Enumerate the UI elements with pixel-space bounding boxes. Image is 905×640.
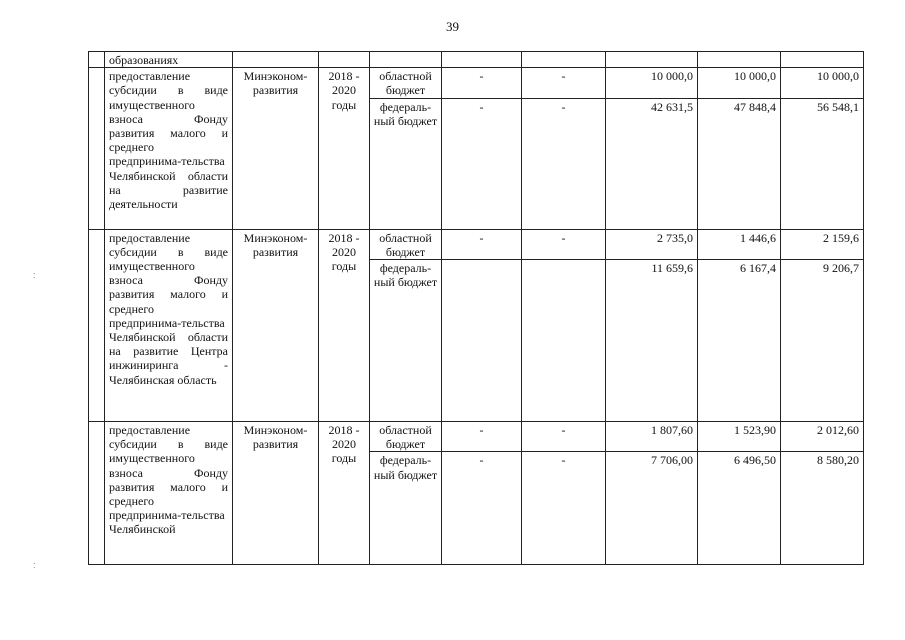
activity-description: предоставление субсидии в виде имущественного взноса Фонду развития малого и среднего предпринима-тельства Челябинской области на развитие Центра инжиниринга - Челябинская область xyxy=(105,229,233,421)
value-cell: - xyxy=(522,68,606,98)
budget-source: областной бюджет xyxy=(370,229,442,259)
value-cell: - xyxy=(442,98,522,229)
value-cell: - xyxy=(522,229,606,259)
value-cell: 8 580,20 xyxy=(781,452,864,565)
table-cell xyxy=(89,68,105,229)
value-cell xyxy=(522,260,606,422)
executor: Минэконом-развития xyxy=(233,422,319,565)
table-row xyxy=(89,422,864,452)
carry-over-text: образованиях xyxy=(105,52,233,68)
table-cell xyxy=(606,52,698,68)
budget-source: федераль-ный бюджет xyxy=(370,260,442,422)
value-cell: - xyxy=(522,422,606,452)
activity-description: предоставление субсидии в виде имущественного взноса Фонду развития малого и среднего предпринима-тельства Челябинской области на развитие деятельности xyxy=(105,68,233,229)
value-cell: 2 012,60 xyxy=(781,422,864,452)
value-cell: 47 848,4 xyxy=(698,98,781,229)
value-cell: 9 206,7 xyxy=(781,260,864,422)
value-cell: - xyxy=(442,68,522,98)
budget-source: областной бюджет xyxy=(370,68,442,98)
value-cell: - xyxy=(522,98,606,229)
value-cell: - xyxy=(522,452,606,565)
table-cell xyxy=(781,52,864,68)
table-cell xyxy=(319,52,370,68)
executor: Минэконом-развития xyxy=(233,229,319,421)
table-cell xyxy=(89,52,105,68)
value-cell: 10 000,0 xyxy=(606,68,698,98)
value-cell: 6 496,50 xyxy=(698,452,781,565)
table-row xyxy=(89,68,864,98)
value-cell: 1 446,6 xyxy=(698,229,781,259)
value-cell: 11 659,6 xyxy=(606,260,698,422)
table-cell xyxy=(89,422,105,565)
value-cell: 1 807,60 xyxy=(606,422,698,452)
value-cell: 10 000,0 xyxy=(781,68,864,98)
value-cell: 1 523,90 xyxy=(698,422,781,452)
period: 2018 - 2020 годы xyxy=(319,229,370,421)
table-cell xyxy=(442,52,522,68)
table-cell xyxy=(522,52,606,68)
table-row xyxy=(89,229,864,259)
value-cell: 56 548,1 xyxy=(781,98,864,229)
period: 2018 - 2020 годы xyxy=(319,68,370,229)
value-cell xyxy=(442,260,522,422)
value-cell: 2 735,0 xyxy=(606,229,698,259)
table-cell xyxy=(698,52,781,68)
program-activities-table xyxy=(88,51,864,565)
margin-mark: : xyxy=(33,560,36,570)
activity-description: предоставление субсидии в виде имущественного взноса Фонду развития малого и среднего предпринима-тельства Челябинской xyxy=(105,422,233,565)
value-cell: 2 159,6 xyxy=(781,229,864,259)
margin-mark: : xyxy=(33,270,36,280)
executor: Минэконом-развития xyxy=(233,68,319,229)
budget-source: областной бюджет xyxy=(370,422,442,452)
table-cell xyxy=(89,229,105,421)
value-cell: - xyxy=(442,422,522,452)
value-cell: - xyxy=(442,452,522,565)
value-cell: 10 000,0 xyxy=(698,68,781,98)
table-cell xyxy=(370,52,442,68)
budget-source: федераль-ный бюджет xyxy=(370,452,442,565)
period: 2018 - 2020 годы xyxy=(319,422,370,565)
page-number: 39 xyxy=(446,19,459,34)
value-cell: - xyxy=(442,229,522,259)
budget-source: федераль-ный бюджет xyxy=(370,98,442,229)
value-cell: 6 167,4 xyxy=(698,260,781,422)
table-cell xyxy=(233,52,319,68)
value-cell: 42 631,5 xyxy=(606,98,698,229)
carry-over-row xyxy=(89,52,864,68)
value-cell: 7 706,00 xyxy=(606,452,698,565)
